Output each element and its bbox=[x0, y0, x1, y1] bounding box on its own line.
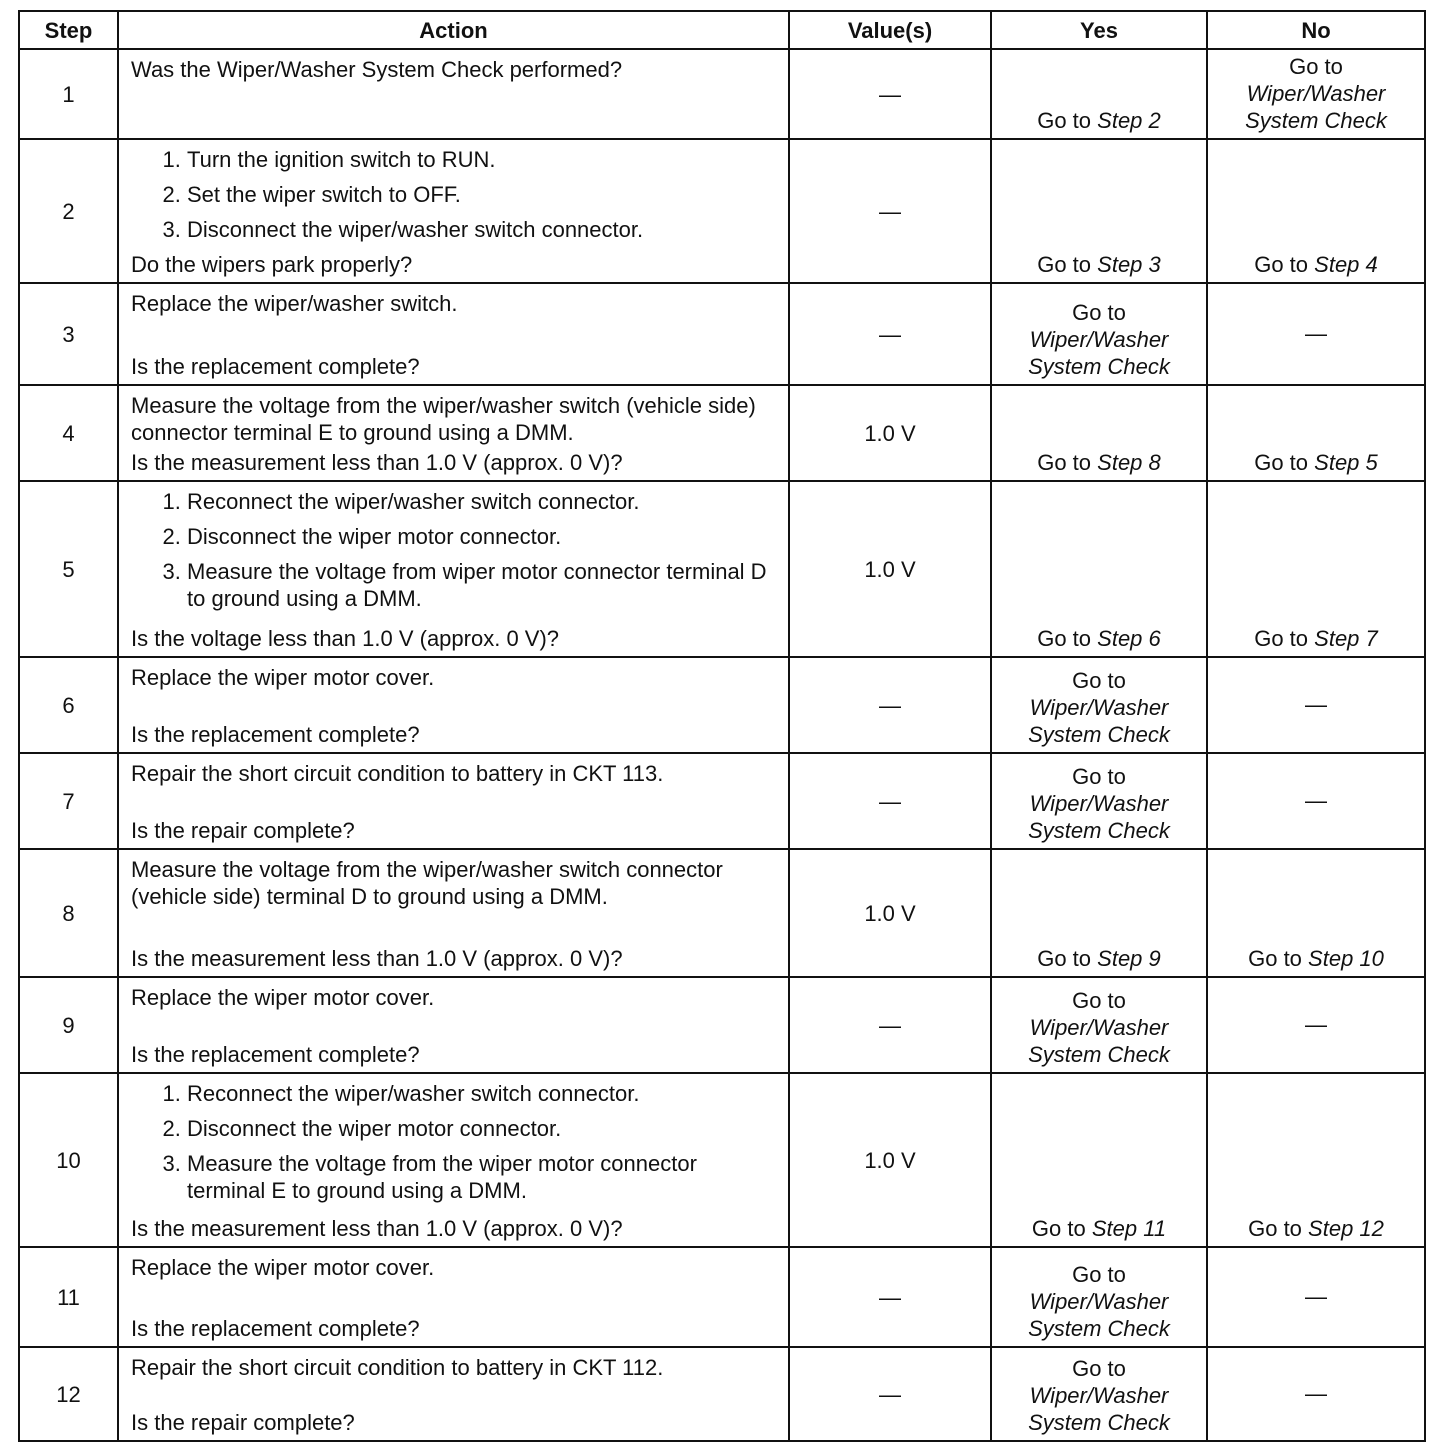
yes-goto-link[interactable]: Step 11 bbox=[1091, 1216, 1167, 1241]
yes-cell bbox=[991, 657, 1207, 753]
value-cell: — bbox=[789, 283, 991, 385]
value-cell: — bbox=[789, 977, 991, 1073]
step-number: 9 bbox=[19, 977, 118, 1073]
yes-goto-link[interactable]: Step 2 bbox=[1097, 108, 1161, 133]
action-cell bbox=[118, 657, 789, 753]
yes-goto-label: Go to bbox=[1037, 108, 1092, 133]
table-row bbox=[19, 139, 1425, 283]
yes-goto-link[interactable]: Wiper/Washer System Check bbox=[1028, 791, 1170, 843]
no-goto-link[interactable]: Step 5 bbox=[1314, 450, 1378, 475]
yes-goto-link[interactable]: Step 3 bbox=[1097, 252, 1161, 277]
table-row bbox=[19, 49, 1425, 139]
action-question: Is the replacement complete? bbox=[131, 354, 420, 379]
action-question: Is the measurement less than 1.0 V (approx. 0 V)? bbox=[131, 1216, 623, 1241]
action-question: Is the replacement complete? bbox=[131, 722, 420, 747]
header-yes: Yes bbox=[991, 11, 1207, 49]
action-cell bbox=[118, 849, 789, 977]
no-cell bbox=[1207, 753, 1425, 849]
action-cell bbox=[118, 1073, 789, 1247]
action-step-item: 2. Disconnect the wiper motor connector. bbox=[187, 1115, 778, 1142]
yes-goto-link[interactable]: Wiper/Washer System Check bbox=[1028, 327, 1170, 379]
action-cell bbox=[118, 49, 789, 139]
no-goto-label: Go to bbox=[1289, 54, 1343, 79]
table-row bbox=[19, 481, 1425, 657]
yes-cell bbox=[991, 753, 1207, 849]
no-goto-label: Go to bbox=[1254, 450, 1309, 475]
action-text: Measure the voltage from the wiper/washer switch connector (vehicle side) terminal D to ground using a DMM. bbox=[131, 857, 723, 909]
no-cell bbox=[1207, 481, 1425, 657]
action-step-item: 3. Disconnect the wiper/washer switch connector. bbox=[187, 216, 778, 243]
action-cell bbox=[118, 753, 789, 849]
action-steps-list bbox=[131, 488, 778, 612]
yes-goto-label: Go to bbox=[1072, 668, 1126, 693]
no-goto-link[interactable]: Wiper/Washer System Check bbox=[1245, 81, 1387, 133]
header-value: Value(s) bbox=[789, 11, 991, 49]
action-step-item: 1. Reconnect the wiper/washer switch connector. bbox=[187, 488, 778, 515]
action-text: Repair the short circuit condition to battery in CKT 112. bbox=[131, 1355, 664, 1380]
header-step: Step bbox=[19, 11, 118, 49]
value-cell: 1.0 V bbox=[789, 481, 991, 657]
yes-goto-label: Go to bbox=[1072, 764, 1126, 789]
action-step-item: 1. Reconnect the wiper/washer switch connector. bbox=[187, 1080, 778, 1107]
yes-goto-link[interactable]: Step 6 bbox=[1097, 626, 1161, 651]
no-none: — bbox=[1305, 1011, 1327, 1037]
no-cell bbox=[1207, 283, 1425, 385]
no-cell bbox=[1207, 1247, 1425, 1347]
table-row bbox=[19, 1347, 1425, 1441]
action-step-item: 2. Set the wiper switch to OFF. bbox=[187, 181, 778, 208]
action-step-item: 3. Measure the voltage from wiper motor connector terminal D to ground using a DMM. bbox=[187, 558, 778, 612]
step-number: 3 bbox=[19, 283, 118, 385]
action-question: Is the measurement less than 1.0 V (approx. 0 V)? bbox=[131, 946, 623, 971]
no-none: — bbox=[1305, 1380, 1327, 1406]
no-cell bbox=[1207, 1073, 1425, 1247]
value-cell: 1.0 V bbox=[789, 849, 991, 977]
yes-goto-label: Go to bbox=[1031, 1216, 1086, 1241]
step-number: 11 bbox=[19, 1247, 118, 1347]
yes-goto-link[interactable]: Wiper/Washer System Check bbox=[1028, 1383, 1170, 1435]
step-number: 6 bbox=[19, 657, 118, 753]
action-step-item: 1. Turn the ignition switch to RUN. bbox=[187, 146, 778, 173]
no-goto-label: Go to bbox=[1248, 946, 1302, 971]
yes-goto-link[interactable]: Wiper/Washer System Check bbox=[1028, 1289, 1170, 1341]
yes-cell bbox=[991, 977, 1207, 1073]
action-cell bbox=[118, 977, 789, 1073]
value-cell: — bbox=[789, 753, 991, 849]
action-question: Is the replacement complete? bbox=[131, 1042, 420, 1067]
no-none: — bbox=[1305, 320, 1327, 346]
action-question: Is the replacement complete? bbox=[131, 1316, 420, 1341]
no-cell bbox=[1207, 49, 1425, 139]
table-row bbox=[19, 1073, 1425, 1247]
yes-cell bbox=[991, 849, 1207, 977]
action-steps-list bbox=[131, 146, 778, 243]
action-cell bbox=[118, 1247, 789, 1347]
no-none: — bbox=[1305, 691, 1327, 717]
yes-cell bbox=[991, 385, 1207, 481]
no-cell bbox=[1207, 385, 1425, 481]
no-cell bbox=[1207, 657, 1425, 753]
no-cell bbox=[1207, 1347, 1425, 1441]
value-cell: — bbox=[789, 657, 991, 753]
table-row bbox=[19, 283, 1425, 385]
value-cell: — bbox=[789, 139, 991, 283]
value-cell: — bbox=[789, 49, 991, 139]
no-goto-label: Go to bbox=[1248, 1216, 1302, 1241]
no-cell bbox=[1207, 849, 1425, 977]
step-number: 8 bbox=[19, 849, 118, 977]
action-step-item: 3. Measure the voltage from the wiper motor connector terminal E to ground using a DMM. bbox=[187, 1150, 778, 1204]
action-text: Was the Wiper/Washer System Check performed? bbox=[131, 57, 623, 82]
yes-goto-label: Go to bbox=[1072, 1262, 1126, 1287]
yes-goto-label: Go to bbox=[1037, 450, 1092, 475]
yes-goto-link[interactable]: Step 9 bbox=[1097, 946, 1161, 971]
action-cell bbox=[118, 385, 789, 481]
action-text: Replace the wiper motor cover. bbox=[131, 665, 435, 690]
action-cell bbox=[118, 139, 789, 283]
value-cell: — bbox=[789, 1247, 991, 1347]
action-text: Replace the wiper/washer switch. bbox=[131, 291, 458, 316]
no-goto-link[interactable]: Step 12 bbox=[1308, 1216, 1384, 1241]
table-row bbox=[19, 977, 1425, 1073]
yes-cell bbox=[991, 1073, 1207, 1247]
value-cell: 1.0 V bbox=[789, 1073, 991, 1247]
header-action: Action bbox=[118, 11, 789, 49]
yes-cell bbox=[991, 481, 1207, 657]
table-row bbox=[19, 385, 1425, 481]
yes-cell bbox=[991, 1247, 1207, 1347]
yes-goto-label: Go to bbox=[1072, 300, 1126, 325]
action-step-item: 2. Disconnect the wiper motor connector. bbox=[187, 523, 778, 550]
no-cell bbox=[1207, 977, 1425, 1073]
action-text: Repair the short circuit condition to battery in CKT 113. bbox=[131, 761, 664, 786]
step-number: 10 bbox=[19, 1073, 118, 1247]
value-cell: 1.0 V bbox=[789, 385, 991, 481]
action-text: Measure the voltage from the wiper/washer switch (vehicle side) connector terminal E to ground using a DMM. bbox=[131, 393, 756, 445]
yes-cell bbox=[991, 49, 1207, 139]
yes-goto-label: Go to bbox=[1072, 988, 1126, 1013]
no-goto-label: Go to bbox=[1254, 252, 1309, 277]
table-row bbox=[19, 753, 1425, 849]
step-number: 12 bbox=[19, 1347, 118, 1441]
no-none: — bbox=[1305, 1283, 1327, 1309]
yes-goto-label: Go to bbox=[1072, 1356, 1126, 1381]
action-text: Replace the wiper motor cover. bbox=[131, 985, 435, 1010]
no-goto-label: Go to bbox=[1254, 626, 1309, 651]
header-row bbox=[19, 11, 1425, 49]
yes-cell bbox=[991, 283, 1207, 385]
action-question: Is the repair complete? bbox=[131, 1410, 355, 1435]
header-no: No bbox=[1207, 11, 1425, 49]
action-cell bbox=[118, 283, 789, 385]
action-cell bbox=[118, 1347, 789, 1441]
step-number: 1 bbox=[19, 49, 118, 139]
action-cell bbox=[118, 481, 789, 657]
yes-goto-link[interactable]: Wiper/Washer System Check bbox=[1028, 695, 1170, 747]
no-goto-link[interactable]: Step 10 bbox=[1308, 946, 1384, 971]
action-text: Replace the wiper motor cover. bbox=[131, 1255, 435, 1280]
yes-goto-link[interactable]: Wiper/Washer System Check bbox=[1028, 1015, 1170, 1067]
value-cell: — bbox=[789, 1347, 991, 1441]
step-number: 2 bbox=[19, 139, 118, 283]
yes-cell bbox=[991, 1347, 1207, 1441]
step-number: 7 bbox=[19, 753, 118, 849]
action-question: Is the measurement less than 1.0 V (approx. 0 V)? bbox=[131, 450, 623, 475]
table-row bbox=[19, 657, 1425, 753]
step-number: 4 bbox=[19, 385, 118, 481]
yes-goto-label: Go to bbox=[1037, 252, 1092, 277]
table-row bbox=[19, 1247, 1425, 1347]
yes-goto-link[interactable]: Step 8 bbox=[1097, 450, 1161, 475]
action-question: Do the wipers park properly? bbox=[131, 252, 413, 277]
yes-cell bbox=[991, 139, 1207, 283]
no-none: — bbox=[1305, 787, 1327, 813]
action-question: Is the voltage less than 1.0 V (approx. 0 V)? bbox=[131, 626, 560, 651]
table-body bbox=[19, 49, 1425, 1441]
no-cell bbox=[1207, 139, 1425, 283]
step-number: 5 bbox=[19, 481, 118, 657]
no-goto-link[interactable]: Step 7 bbox=[1314, 626, 1378, 651]
no-goto-link[interactable]: Step 4 bbox=[1314, 252, 1378, 277]
action-question: Is the repair complete? bbox=[131, 818, 355, 843]
yes-goto-label: Go to bbox=[1037, 626, 1092, 651]
yes-goto-label: Go to bbox=[1037, 946, 1092, 971]
diagnostic-table bbox=[18, 10, 1426, 1442]
action-steps-list bbox=[131, 1080, 778, 1204]
table-row bbox=[19, 849, 1425, 977]
